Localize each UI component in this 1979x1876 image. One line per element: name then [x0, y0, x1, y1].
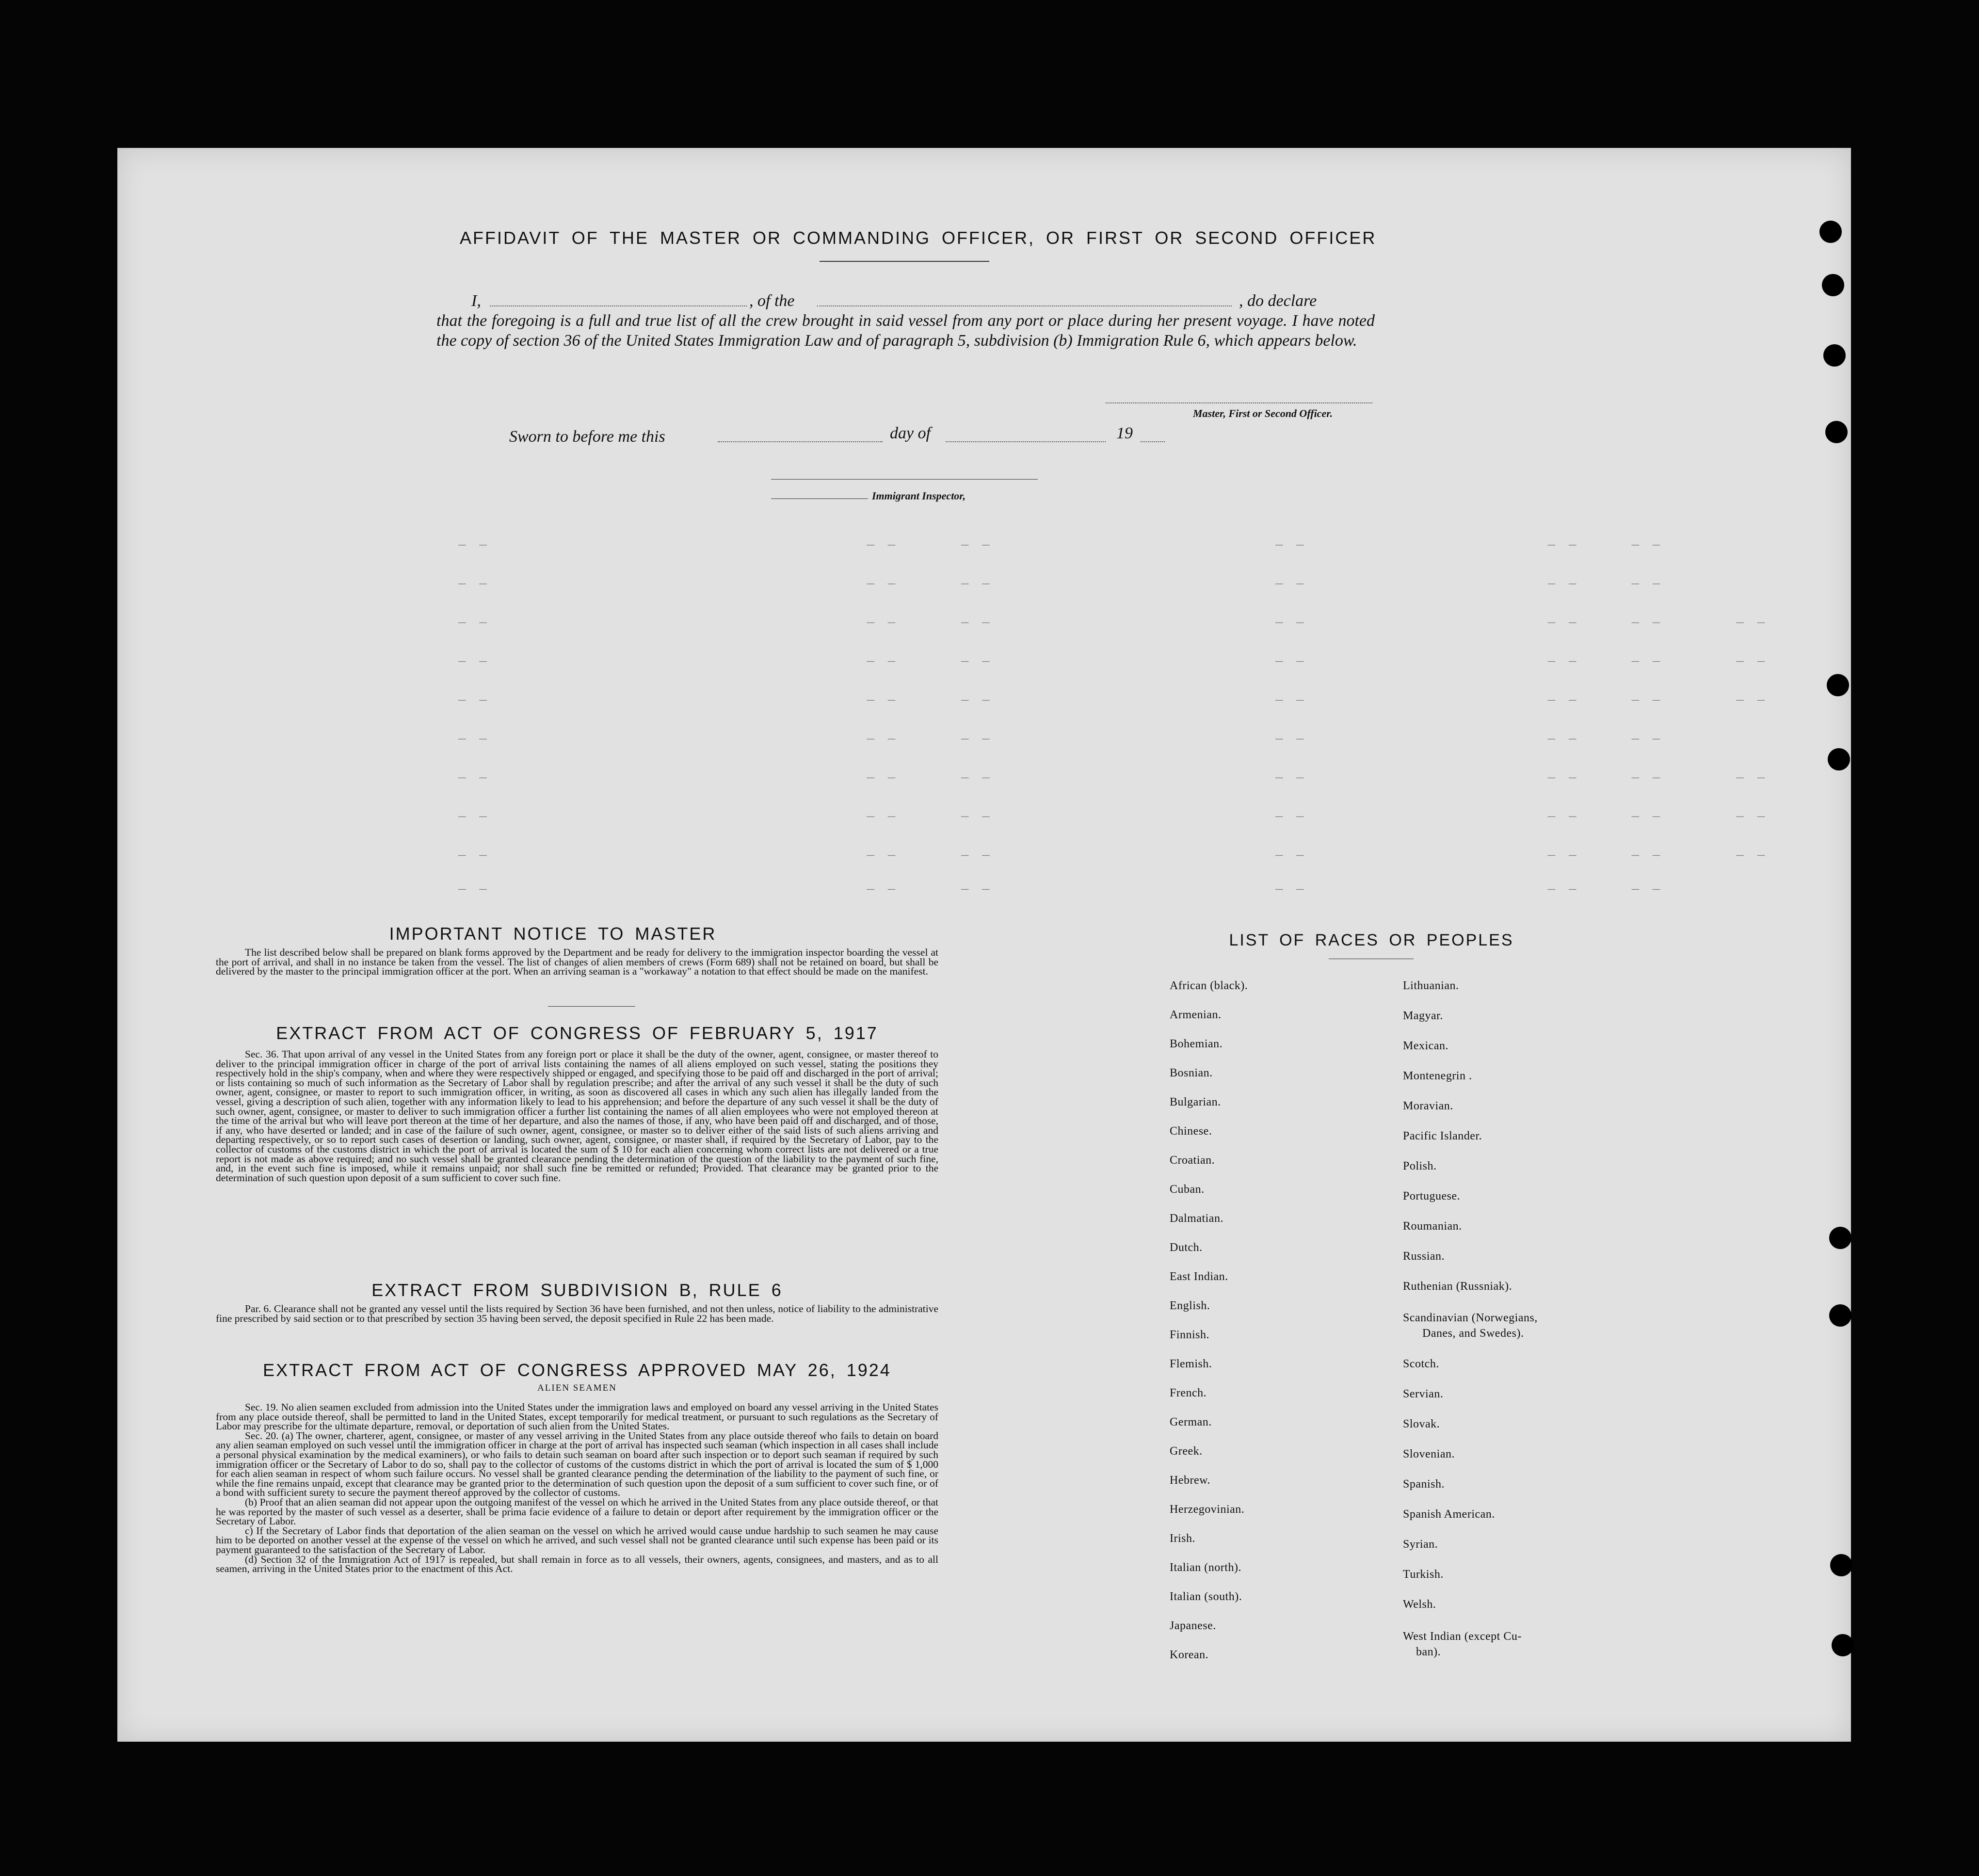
race-item: Turkish.	[1403, 1568, 1444, 1581]
race-item: Dalmatian.	[1170, 1212, 1223, 1225]
affidavit-body: that the foregoing is a full and true list of all the crew brought in said vessel from any port or place during her present voyage. I have noted the copy of section 36 of the United States Immigration Law and of paragraph 5, subdivision (b) Immigration Rule 6, which appears below.	[436, 312, 1375, 350]
race-item: Spanish.	[1403, 1478, 1445, 1491]
race-item: English.	[1170, 1299, 1210, 1312]
punch-hole	[1832, 1634, 1854, 1656]
extract-1917-paragraph: Sec. 36. That upon arrival of any vessel in the United States from any foreign port or place it shall be the duty of the owner, agent, consignee, or master thereof to deliver to the principal immigration officer in charge of the port of arrival lists containing the names of all aliens employed on such vessel, stating the positions they respectively hold in the ship's company, when and where they were respectively shipped or engaged, and specifying those to be paid off and discharged in the port of arrival; or lists containing so much of such information as the Secretary of Labor shall by regulation prescribe; and after the arrival of any such vessel it shall be the duty of such owner, agent, consignee, or master to report to such immigration officer, in writing, as soon as discovered all cases in which any such alien has illegally landed from the vessel, giving a description of such alien, together with any information likely to lead to his apprehension; and before the departure of any such vessel it shall be the duty of such owner, agent, consignee, or master to deliver to such immigration officer a further list containing the names of all alien employees who were not employed thereon at the time of the arrival but who will leave port thereon at the time of her departure, and also the names of those, if any, who have been paid off and discharged, and of those, if any, who have deserted or landed; and in case of the failure of such owner, agent, consignee, or master so to deliver either of the said lists of such aliens arriving and departing respectively, or so to report such cases of desertion or landing, such owner, agent, consignee, or master shall, if required by the Secretary of Labor, pay to the collector of customs of the customs district in which the port of arrival is located the sum of $ 10 for each alien concerning whom correct lists are not delivered or a true report is not made as above required; and no such vessel shall be granted clearance pending the determination of the question of the liability to the payment of such fine, and, in the event such fine is imposed, while it remains unpaid; nor shall such fine be remitted or refunded; Provided. That clearance may be granted prior to the determination of such question upon deposit of a sum sufficient to cover such fine.	[216, 1048, 938, 1184]
affidavit-of-the: , of the	[749, 292, 795, 310]
race-item: Korean.	[1170, 1649, 1209, 1661]
extract-1924-paragraph: Sec. 20. (a) The owner, charterer, agent, consignee, or master of any vessel arriving in the United States from any place outside thereof who fails to detain on board any alien seaman employed on such vessel until the immigration officer in charge at the port of arrival has inspected such seaman (which inspection in all cases shall include a personal physical examination by the medical examiners), or who fails to detain such seaman on board after such inspection or to deport such seaman if required by such immigration officer or the Secretary of Labor to do so, shall pay to the collector of customs of the customs district in which the port of arrival is located the sum of $ 1,000 for each alien seaman in respect of whom such failure occurs. No vessel shall be granted clearance pending the determination of the liability to the payment of such fine, or while the fine remains unpaid, except that clearance may be granted prior to the determination of such question upon the deposit of a sum sufficient to cover such fine, or of a bond with sufficient surety to secure the payment thereof approved by the collector of customs.	[216, 1429, 938, 1499]
punch-hole	[1829, 1227, 1851, 1249]
race-item: Montenegrin .	[1403, 1070, 1472, 1082]
race-item: Dutch.	[1170, 1241, 1203, 1254]
race-item: Slovenian.	[1403, 1448, 1455, 1460]
race-item: Russian.	[1403, 1250, 1445, 1263]
race-item: French.	[1170, 1387, 1207, 1399]
race-item: West Indian (except Cu-	[1403, 1630, 1522, 1643]
bleed-marks: _ _ _ _ _ _ _ _ _ _ _ _ _ _	[458, 689, 1768, 703]
master-caption: Master, First or Second Officer.	[1193, 407, 1333, 419]
extract-rule6-text	[216, 1304, 938, 1323]
extract-1924-paragraph: Sec. 19. No alien seamen excluded from admission into the United States under the immigration laws and employed on board any vessel arriving in the United States from any place outside thereof, shall be permitted to land in the United States, except temporarily for medical treatment, or pursuant to such regulations as the Secretary of Labor may prescribe for the ultimate departure, removal, or deportation of such alien from the United States.	[216, 1401, 938, 1432]
bleed-marks: _ _ _ _ _ _ _ _ _ _ _ _ _ _	[458, 650, 1768, 664]
title-underline	[820, 261, 989, 262]
race-item: Bulgarian.	[1170, 1096, 1221, 1108]
year-label: 19	[1116, 424, 1133, 442]
sworn-label: Sworn to before me this	[509, 428, 665, 446]
race-item: ban).	[1416, 1646, 1441, 1658]
race-item: Slovak.	[1403, 1418, 1440, 1430]
punch-hole	[1819, 221, 1842, 243]
punch-hole	[1827, 674, 1849, 696]
race-item: Irish.	[1170, 1532, 1195, 1545]
extract-1924-subtitle: ALIEN SEAMEN	[537, 1383, 617, 1393]
notice-text	[216, 948, 938, 977]
punch-hole	[1830, 1554, 1852, 1576]
bleed-marks: _ _ _ _ _ _ _ _ _ _ _ _	[458, 533, 1663, 548]
race-item: Lithuanian.	[1403, 979, 1459, 992]
race-item: Magyar.	[1403, 1010, 1443, 1022]
extract-rule6-title: EXTRACT FROM SUBDIVISION B, RULE 6	[371, 1280, 783, 1300]
races-title: LIST OF RACES OR PEOPLES	[1229, 931, 1514, 949]
extract-1924-title: EXTRACT FROM ACT OF CONGRESS APPROVED MAY 26, 1924	[263, 1360, 891, 1380]
notice-rule	[548, 1006, 635, 1007]
name-blank[interactable]	[490, 305, 747, 306]
inspector-rule-top	[771, 479, 1038, 480]
race-item: Italian (south).	[1170, 1590, 1242, 1603]
race-item: Finnish.	[1170, 1329, 1210, 1341]
extract-1924-paragraph: (b) Proof that an alien seaman did not appear upon the outgoing manifest of the vessel on which he arrived in the United States from any place outside thereof, or that he was reported by the master of such vessel as a deserter, shall be prima facie evidence of a failure to detain or deport after requirement by the immigration officer or the Secretary of Labor.	[216, 1496, 938, 1527]
punch-hole	[1822, 274, 1844, 296]
race-item: Spanish American.	[1403, 1508, 1495, 1521]
race-item: East Indian.	[1170, 1270, 1228, 1283]
affidavit-i-label: I,	[471, 292, 481, 310]
extract-1924-paragraph: c) If the Secretary of Labor finds that deportation of the alien seaman on the vessel on which he arrived would cause undue hardship to such seamen he may cause him to be deported on another vessel at the expense of the vessel on which he arrived, and such vessel shall not be granted clearance until such expense has been paid or its payment guaranteed to the satisfaction of the Secretary of Labor.	[216, 1524, 938, 1555]
bleed-marks: _ _ _ _ _ _ _ _ _ _ _ _ _ _	[458, 805, 1768, 819]
affidavit-first-line	[436, 291, 1375, 311]
affidavit-text	[436, 291, 1375, 351]
punch-hole	[1829, 1304, 1851, 1327]
extract-1924-paragraph: (d) Section 32 of the Immigration Act of 1917 is repealed, but shall remain in force as to all vessels, their owners, agents, consignees, and masters, and as to all seamen, arriving in the United States prior to the enactment of this Act.	[216, 1553, 938, 1575]
notice-paragraph: The list described below shall be prepared on blank forms approved by the Department and be ready for delivery to the immigration inspector boarding the vessel at the port of arrival, and shall in no instance be taken from the vessel. The list of changes of alien members of crews (Form 689) shall not be retained on board, but shall be delivered by the master to the principal immigration officer at the port. When an arriving seaman is a "workaway" a notation to that effect should be made on the manifest.	[216, 946, 938, 978]
race-item: Welsh.	[1403, 1598, 1436, 1611]
affidavit-do-declare: , do declare	[1239, 292, 1317, 310]
extract-1917-title: EXTRACT FROM ACT OF CONGRESS OF FEBRUARY 5, 1917	[276, 1023, 878, 1043]
race-item: German.	[1170, 1416, 1212, 1428]
race-item: Mexican.	[1403, 1040, 1448, 1052]
sworn-day-blank[interactable]	[718, 441, 883, 442]
punch-hole	[1823, 344, 1846, 367]
extract-rule6-paragraph: Par. 6. Clearance shall not be granted any vessel until the lists required by Section 36 have been furnished, and not then unless, notice of liability to the administrative fine prescribed by said section or to that prescribed by section 35 having been served, the deposit specified in Rule 22 has been made.	[216, 1303, 938, 1324]
race-item: Greek.	[1170, 1445, 1203, 1458]
race-item: Italian (north).	[1170, 1561, 1241, 1574]
bleed-marks: _ _ _ _ _ _ _ _ _ _ _ _	[458, 878, 1663, 892]
race-item: Portuguese.	[1403, 1190, 1461, 1203]
race-item: Scandinavian (Norwegians,	[1403, 1312, 1538, 1324]
race-item: Chinese.	[1170, 1125, 1212, 1138]
race-item: Hebrew.	[1170, 1474, 1210, 1487]
race-item: Pacific Islander.	[1403, 1130, 1482, 1142]
inspector-caption: Immigrant Inspector,	[872, 490, 966, 502]
race-item: Ruthenian (Russniak).	[1403, 1280, 1512, 1293]
race-item: African (black).	[1170, 979, 1248, 992]
race-item: Armenian.	[1170, 1009, 1222, 1021]
race-item: Japanese.	[1170, 1619, 1216, 1632]
race-item: Croatian.	[1170, 1154, 1215, 1167]
race-item: Roumanian.	[1403, 1220, 1462, 1233]
race-item: Servian.	[1403, 1388, 1444, 1400]
bleed-marks: _ _ _ _ _ _ _ _ _ _ _ _ _ _	[458, 611, 1768, 625]
bleed-marks: _ _ _ _ _ _ _ _ _ _ _ _ _ _	[458, 766, 1768, 781]
punch-hole	[1825, 421, 1848, 443]
sworn-month-blank[interactable]	[946, 441, 1106, 442]
race-item: Syrian.	[1403, 1538, 1438, 1551]
year-blank[interactable]	[1141, 441, 1165, 442]
notice-title: IMPORTANT NOTICE TO MASTER	[389, 924, 717, 944]
race-item: Danes, and Swedes).	[1422, 1327, 1524, 1340]
affidavit-title: AFFIDAVIT OF THE MASTER OR COMMANDING OFFICER, OR FIRST OR SECOND OFFICER	[460, 228, 1377, 248]
punch-hole	[1828, 748, 1850, 770]
race-item: Herzegovinian.	[1170, 1503, 1245, 1516]
race-item: Scotch.	[1403, 1358, 1439, 1370]
inspector-rule	[771, 498, 868, 499]
bleed-marks: _ _ _ _ _ _ _ _ _ _ _ _	[458, 572, 1663, 587]
extract-1924-text	[216, 1403, 938, 1574]
day-of-label: day of	[890, 424, 931, 442]
race-item: Cuban.	[1170, 1183, 1205, 1196]
bleed-marks: _ _ _ _ _ _ _ _ _ _ _ _ _ _	[458, 844, 1768, 858]
race-item: Bohemian.	[1170, 1038, 1223, 1050]
race-item: Moravian.	[1403, 1100, 1453, 1112]
race-item: Polish.	[1403, 1160, 1437, 1172]
bleed-marks: _ _ _ _ _ _ _ _ _ _ _ _	[458, 727, 1663, 742]
race-item: Bosnian.	[1170, 1067, 1213, 1079]
vessel-blank[interactable]	[817, 305, 1232, 306]
master-signature-blank[interactable]	[1106, 402, 1372, 403]
race-item: Flemish.	[1170, 1358, 1212, 1370]
extract-1917-text	[216, 1050, 938, 1183]
